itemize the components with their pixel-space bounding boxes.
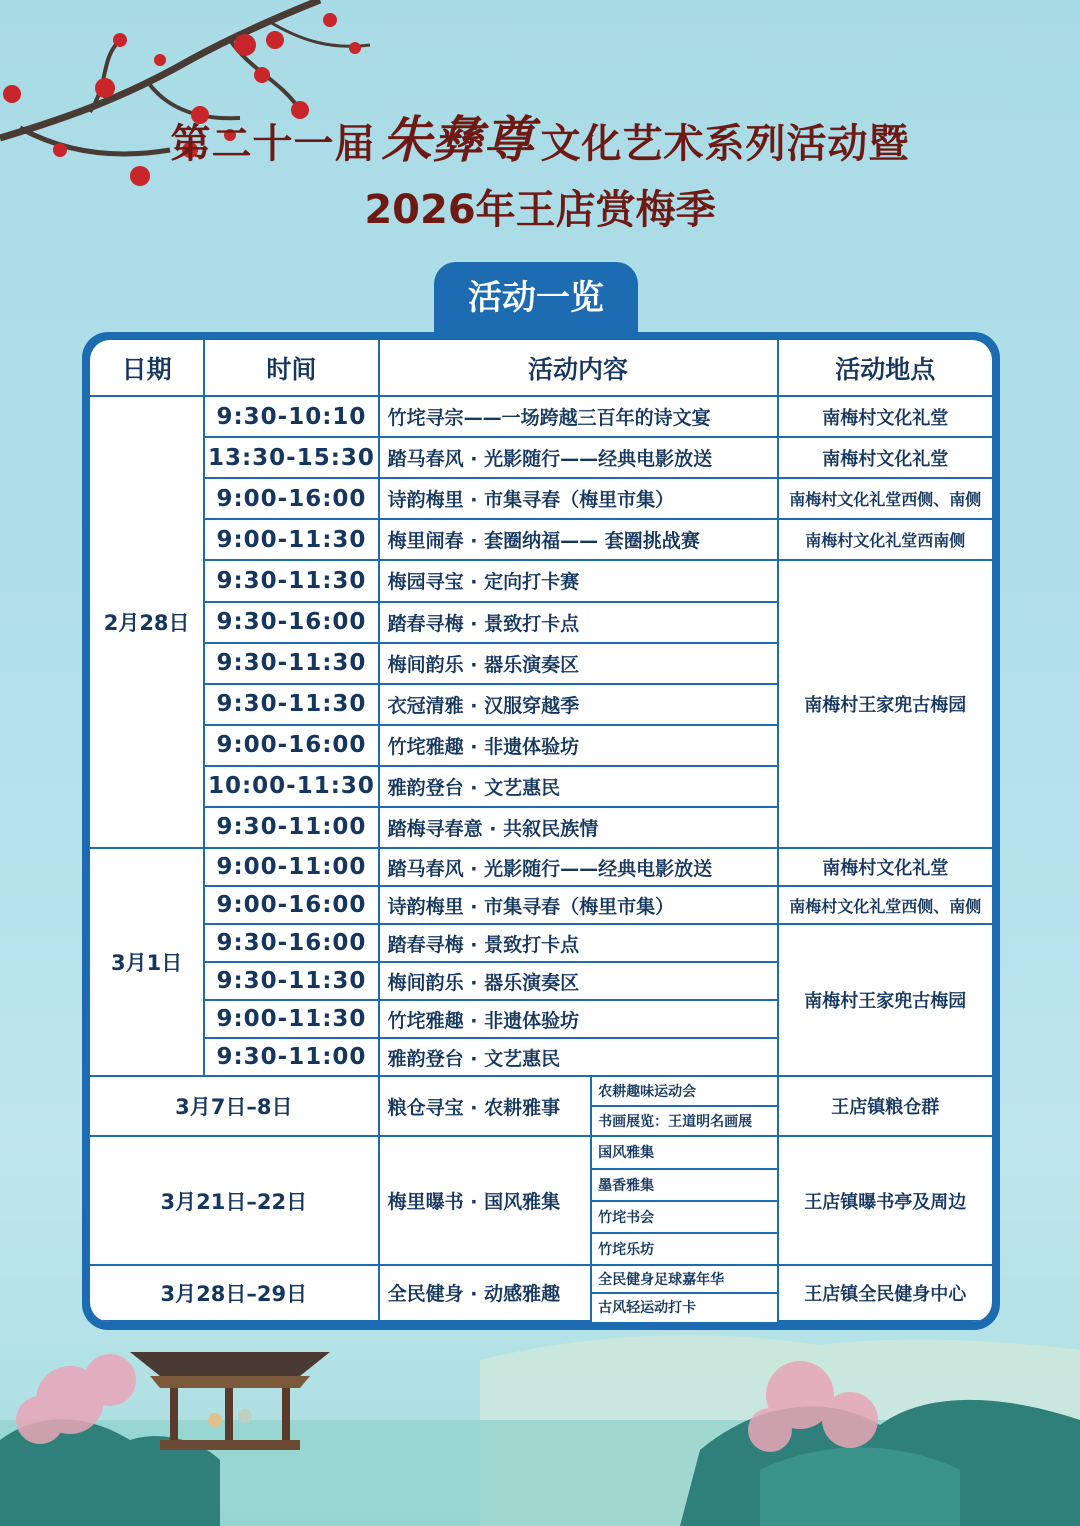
time-cell: 9:30-16:00 [204,924,378,962]
time-cell: 9:00-16:00 [204,725,378,766]
activity-cell: 竹垞寻宗——一场跨越三百年的诗文宴 [379,396,778,437]
activity-cell: 梅里曝书 · 国风雅集 [379,1136,591,1264]
time-cell: 9:00-16:00 [204,478,378,519]
title-calligraphy-name: 朱彝尊 [381,110,535,169]
time-cell: 9:30-11:30 [204,962,378,1000]
activity-cell: 踏马春风 · 光影随行——经典电影放送 [379,437,778,478]
location-cell: 王店镇曝书亭及周边 [778,1136,993,1264]
table-row [90,886,992,924]
activity-cell: 衣冠清雅 · 汉服穿越季 [379,684,778,725]
header-location: 活动地点 [778,340,993,396]
title-prefix: 第二十一届 [170,121,376,167]
time-cell: 9:00-16:00 [204,886,378,924]
table-row [90,848,992,886]
title-line-1 [0,112,1080,172]
activity-cell: 踏春寻梅 · 景致打卡点 [379,924,778,962]
time-cell: 9:30-11:00 [204,1038,378,1076]
time-cell: 9:30-11:00 [204,807,378,848]
location-cell: 王店镇全民健身中心 [778,1265,993,1321]
sub-activity-cell: 书画展览：王道明名画展 [591,1106,777,1136]
table-header-row [90,340,992,396]
activity-cell: 诗韵梅里 · 市集寻春（梅里市集） [379,478,778,519]
location-cell: 南梅村文化礼堂 [778,848,993,886]
date-cell-mar7: 3月7日–8日 [90,1076,379,1136]
date-cell-mar21: 3月21日–22日 [90,1136,379,1264]
location-cell: 南梅村文化礼堂西南侧 [778,519,993,560]
activity-cell: 踏梅寻春意 · 共叙民族情 [379,807,778,848]
time-cell: 9:00-11:30 [204,519,378,560]
activity-cell: 雅韵登台 · 文艺惠民 [379,766,778,807]
table-row [90,924,992,962]
location-cell: 王店镇粮仓群 [778,1076,993,1136]
time-cell: 9:30-11:30 [204,684,378,725]
header-time: 时间 [204,340,378,396]
time-cell: 9:30-11:30 [204,560,378,601]
activity-cell: 踏春寻梅 · 景致打卡点 [379,602,778,643]
location-cell-merged: 南梅村王家兜古梅园 [778,924,993,1076]
sub-activity-cell: 全民健身足球嘉年华 [591,1265,777,1293]
table-row [90,1136,992,1168]
sub-activity-cell: 竹垞书会 [591,1201,777,1233]
table-row [90,519,992,560]
activity-cell: 梅间韵乐 · 器乐演奏区 [379,643,778,684]
location-cell: 南梅村文化礼堂 [778,396,993,437]
table-row [90,396,992,437]
activity-cell: 梅园寻宝 · 定向打卡赛 [379,560,778,601]
sub-activity-cell: 墨香雅集 [591,1169,777,1201]
activity-cell: 雅韵登台 · 文艺惠民 [379,1038,778,1076]
activity-cell: 粮仓寻宝 · 农耕雅事 [379,1076,591,1136]
activity-cell: 诗韵梅里 · 市集寻春（梅里市集） [379,886,778,924]
table-row [90,1265,992,1293]
time-cell: 9:00-11:00 [204,848,378,886]
date-cell-mar28: 3月28日–29日 [90,1265,379,1321]
location-cell: 南梅村文化礼堂西侧、南侧 [778,478,993,519]
sub-activity-cell: 农耕趣味运动会 [591,1076,777,1106]
date-cell-mar1: 3月1日 [90,848,204,1076]
table-row [90,437,992,478]
location-cell: 南梅村文化礼堂 [778,437,993,478]
time-cell: 10:00-11:30 [204,766,378,807]
activity-cell: 竹垞雅趣 · 非遗体验坊 [379,1000,778,1038]
title-line-2: 2026年王店赏梅季 [364,187,716,233]
poster-title [0,112,1080,238]
title-suffix: 文化艺术系列活动暨 [540,121,910,167]
section-tab: 活动一览 [434,262,638,332]
location-cell-merged: 南梅村王家兜古梅园 [778,560,993,848]
date-cell-feb28: 2月28日 [90,396,204,848]
header-date: 日期 [90,340,204,396]
time-cell: 13:30-15:30 [204,437,378,478]
activity-cell: 梅里闹春 · 套圈纳福—— 套圈挑战赛 [379,519,778,560]
activity-cell: 全民健身 · 动感雅趣 [379,1265,591,1321]
schedule-frame [82,332,1000,1330]
sub-activity-cell: 国风雅集 [591,1136,777,1168]
time-cell: 9:30-10:10 [204,396,378,437]
header-content: 活动内容 [379,340,778,396]
sub-activity-cell: 古风轻运动打卡 [591,1293,777,1321]
activity-cell: 竹垞雅趣 · 非遗体验坊 [379,725,778,766]
schedule-sheet [90,340,992,1322]
table-row [90,478,992,519]
location-cell: 南梅村文化礼堂西侧、南侧 [778,886,993,924]
time-cell: 9:00-11:30 [204,1000,378,1038]
activity-cell: 梅间韵乐 · 器乐演奏区 [379,962,778,1000]
time-cell: 9:30-16:00 [204,602,378,643]
time-cell: 9:30-11:30 [204,643,378,684]
table-row [90,560,992,601]
sub-activity-cell: 竹垞乐坊 [591,1233,777,1265]
table-row [90,1076,992,1106]
schedule-table [90,340,992,1322]
activity-cell: 踏马春风 · 光影随行——经典电影放送 [379,848,778,886]
